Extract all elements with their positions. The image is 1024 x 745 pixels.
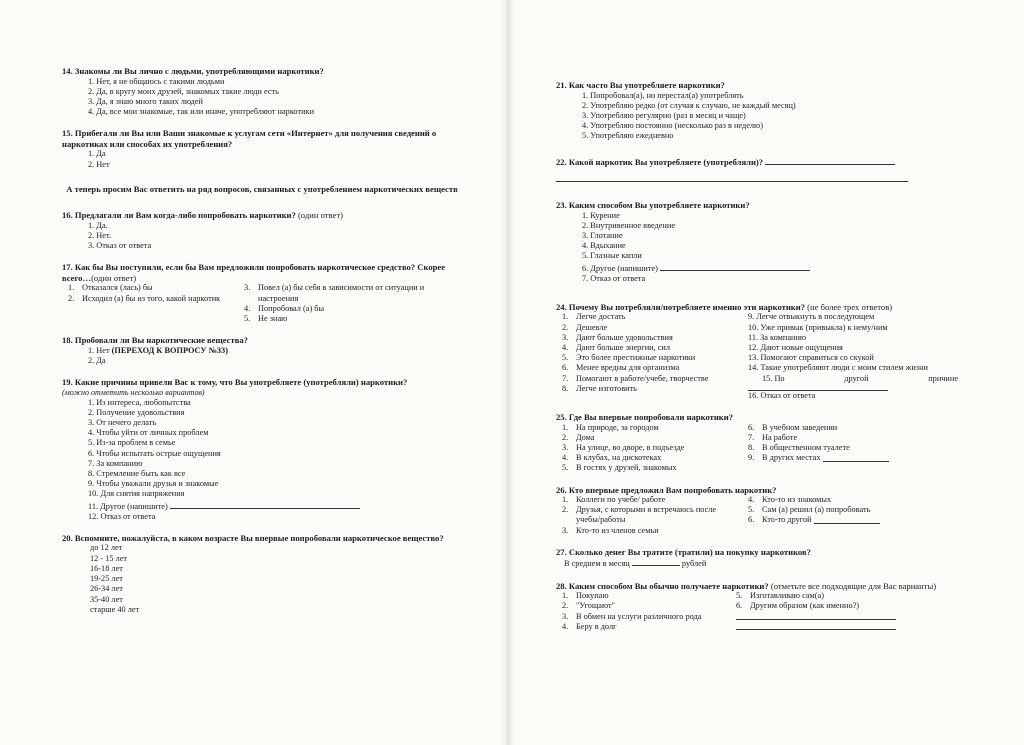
answer-line[interactable] <box>748 384 888 391</box>
answer-line[interactable] <box>736 612 896 620</box>
option[interactable]: 26-34 лет <box>90 584 123 594</box>
question-title: 25. Где Вы впервые попробовали наркотики? <box>556 412 734 423</box>
option[interactable]: 5. Глазные капли <box>582 251 642 261</box>
option[interactable]: 4. Чтобы уйти от личных проблем <box>88 428 209 438</box>
question-title: 19. Какие причины привели Вас к тому, что Вы употребляете (употребляли) наркотики? <box>62 377 408 388</box>
option[interactable]: 8. В общественном туалете <box>748 442 850 452</box>
option[interactable]: 5. Из-за проблем в семье <box>88 438 176 448</box>
option[interactable]: 5. Не знаю <box>244 313 288 323</box>
option[interactable]: 7. На работе <box>748 432 798 442</box>
question-24 <box>556 302 960 401</box>
option[interactable]: 1. Отказался (лась) бы <box>68 283 153 293</box>
option[interactable]: старше 40 лет <box>90 604 140 614</box>
option[interactable]: 14. Такие употребляют люди с моим стилем жизни <box>748 363 928 373</box>
option[interactable]: 8. Стремление быть как все <box>88 468 186 478</box>
question-title: 24. Почему Вы потребляли/потребляете именно эти наркотики? <box>556 301 805 312</box>
option[interactable]: 3. Дают больше удовольствия <box>562 332 673 342</box>
answer-line[interactable] <box>170 500 360 509</box>
option[interactable]: 2. "Угощают" <box>562 601 616 611</box>
option[interactable]: 4. Употребляю постоянно (несколько раз в неделю) <box>582 121 763 131</box>
option[interactable]: 2. Дешевле <box>562 322 608 332</box>
question-title: 17. Как бы Вы поступили, если бы Вам предложили попробовать наркотическое средство? Скорее всего… <box>62 262 446 283</box>
question-title: 22. Какой наркотик Вы употребляете (употребляли)? <box>556 156 764 167</box>
option[interactable]: 5. Употребляю ежедневно <box>582 131 674 141</box>
option[interactable]: 4. Дают больше энергии, сил <box>562 343 670 353</box>
answer-line[interactable] <box>765 156 895 165</box>
option[interactable]: 2. Друзья, с которыми я встречаюсь после учебы/работы <box>562 505 717 525</box>
answer-line[interactable] <box>814 515 880 524</box>
question-note: (можно отметить несколько вариантов) <box>62 387 205 397</box>
option[interactable]: 10. Для снятия напряжения <box>88 489 185 499</box>
option[interactable]: 6. В учебном заведении <box>748 422 838 432</box>
option[interactable]: 11. Другое (напишите) <box>88 500 462 512</box>
option[interactable]: 6. Кто-то другой <box>748 515 960 525</box>
option[interactable]: 11. За компанию <box>748 332 807 342</box>
question-20 <box>62 533 462 615</box>
option[interactable]: 8. Легче изготовить <box>562 383 637 393</box>
option[interactable]: 5. Это более престижные наркотики <box>562 353 696 363</box>
option[interactable]: 12. Дают новые ощущения <box>748 343 843 353</box>
answer-line[interactable] <box>632 557 680 566</box>
question-title: 18. Пробовали ли Вы наркотические вещества? <box>62 335 248 346</box>
option[interactable]: 5. В гостях у друзей, знакомых <box>562 463 677 473</box>
option[interactable]: 7. Отказ от ответа <box>582 273 646 283</box>
question-22 <box>556 156 960 183</box>
option[interactable]: 5. Сам (а) решил (а) попробовать <box>748 505 871 515</box>
question-title: 28. Каким способом Вы обычно получаете наркотики? <box>556 580 769 591</box>
section-title: А теперь просим Вас ответить на ряд вопросов, связанных с употреблением наркотических веществ <box>66 183 458 194</box>
question-21 <box>556 80 960 142</box>
option[interactable]: 6. Другим образом (как именно?) <box>736 601 860 611</box>
option[interactable]: 7. За компанию <box>88 458 143 468</box>
option[interactable]: 6. Менее вредны для организма <box>562 363 680 373</box>
question-15 <box>62 128 462 169</box>
answer-line[interactable] <box>736 620 896 630</box>
option[interactable]: до 12 лет <box>90 543 123 553</box>
option[interactable]: 9. Легче отвыкнуть в последующем <box>748 312 875 322</box>
option[interactable]: 35-40 лет <box>90 594 123 604</box>
option[interactable]: 2. Да, в кругу моих друзей, знакомых такие люди есть <box>88 86 279 96</box>
question-16 <box>62 210 462 251</box>
option[interactable]: 3. Глотание <box>582 230 623 240</box>
question-28 <box>556 581 960 632</box>
question-note: (отметьте все подходящие для Вас варианты) <box>770 580 937 591</box>
option[interactable]: 2. Употребляю редко (от случая к случаю, не каждый месяц) <box>582 100 796 110</box>
option[interactable]: 6. Другое (напишите) <box>582 262 960 274</box>
question-26 <box>556 485 960 536</box>
answer-line[interactable] <box>823 453 889 462</box>
question-title: 23. Каким способом Вы употребляете наркотики? <box>556 200 750 211</box>
question-note: (один ответ) <box>91 272 137 283</box>
option[interactable]: 1. Попробовал(а), но перестал(а) употреблять <box>582 90 744 100</box>
option[interactable]: 1. Да. <box>88 220 108 230</box>
option[interactable]: 2. Внутривенное введение <box>582 220 675 230</box>
option[interactable]: 4. Кто-то из знакомых <box>748 495 832 505</box>
left-page <box>62 66 462 626</box>
option[interactable]: 1. На природе, за городом <box>562 422 659 432</box>
option[interactable]: 12 - 15 лет <box>90 553 128 563</box>
option[interactable]: 1. Из интереса, любопытства <box>88 397 191 407</box>
option[interactable]: 1. Покупаю <box>562 591 609 601</box>
right-page <box>556 80 960 643</box>
question-note: (один ответ) <box>297 210 343 221</box>
option[interactable]: 2. Да <box>88 355 106 365</box>
option[interactable]: 3. Употребляю регулярно (раз в месяц и чаще) <box>582 110 746 120</box>
option[interactable]: 1. Да <box>88 149 106 159</box>
option[interactable]: 1. Курение <box>582 210 620 220</box>
option[interactable]: 13. Помогают справиться со скукой <box>748 353 874 363</box>
option[interactable]: 9. В других местах <box>748 453 960 463</box>
option[interactable]: 4. Попробовал (а) бы <box>244 303 325 313</box>
question-title: 21. Как часто Вы употребляете наркотики? <box>556 80 725 90</box>
question-14 <box>62 66 462 117</box>
question-17 <box>62 262 462 324</box>
option[interactable]: 4. Беру в долг <box>562 621 617 631</box>
question-title: 14. Знакомы ли Вы лично с людьми, употребляющими наркотики? <box>62 66 324 76</box>
option[interactable]: 19-25 лет <box>90 574 123 584</box>
option[interactable]: 2. Дома <box>562 432 595 442</box>
option[interactable]: 1. Коллеги по учебе/ работе <box>562 495 666 505</box>
option[interactable]: 2. Исходил (а) бы из того, какой наркотик <box>68 293 221 303</box>
answer-line[interactable] <box>660 262 810 271</box>
question-title: 16. Предлагали ли Вам когда-либо попробовать наркотики? <box>62 210 296 221</box>
question-23 <box>556 200 960 284</box>
question-27 <box>556 547 960 570</box>
option[interactable]: 4. Вдыхание <box>582 241 626 251</box>
option[interactable]: 3. В обмен на услуги различного рода <box>562 611 702 621</box>
option[interactable]: 3. Да, я знаю много таких людей <box>88 96 203 106</box>
option[interactable]: 12. Отказ от ответа <box>88 511 156 521</box>
question-note: (не более трех ответов) <box>807 301 893 312</box>
option[interactable]: 2. Нет <box>88 159 110 169</box>
option[interactable]: 6. Чтобы испытать острые ощущения <box>88 448 221 458</box>
option[interactable]: 4. Да, все мои знакомые, так или иначе, употребляют наркотики <box>88 107 315 117</box>
answer-line[interactable] <box>556 171 908 182</box>
option[interactable]: 15. По другой причине <box>762 373 958 383</box>
question-19 <box>62 377 462 522</box>
option[interactable]: 2. Нет. <box>88 230 112 240</box>
question-title: 15. Прибегали ли Вы или Ваши знакомые к услугам сети «Интернет» для получения сведений о наркотиках или способах их употребления? <box>62 128 437 149</box>
option[interactable]: 3. На улице, во дворе, в подъезде <box>562 442 685 452</box>
option[interactable]: 3. От нечего делать <box>88 417 157 427</box>
question-title: 20. Вспомните, пожалуйста, в каком возрасте Вы впервые попробовали наркотическое вещество? <box>62 532 444 543</box>
option[interactable]: 7. Помогают в работе/учебе, творчестве <box>562 373 709 383</box>
option[interactable]: 16-18 лет <box>90 563 123 573</box>
option[interactable]: 4. В клубах, на дискотеках <box>562 453 662 463</box>
question-18 <box>62 335 462 366</box>
option[interactable]: 5. Изготавливаю сам(а) <box>736 591 824 601</box>
option[interactable]: 16. Отказ от ответа <box>748 390 816 400</box>
option[interactable]: 1. Легче достать <box>562 312 626 322</box>
question-25 <box>556 412 960 474</box>
option[interactable]: 3. Кто-то из членов семьи <box>562 525 659 535</box>
question-title: 26. Кто впервые предложил Вам попробовать наркотик? <box>556 484 777 495</box>
option[interactable]: В среднем в месяц рублей <box>564 559 707 569</box>
option[interactable]: 10. Уже привык (привыкла) к нему/ним <box>748 322 888 332</box>
option[interactable]: 3. Повел (а) бы себя в зависимости от ситуации и настроения <box>244 283 425 303</box>
option[interactable]: 1. Нет (ПЕРЕХОД К ВОПРОСУ №33) <box>88 345 228 355</box>
page-fold <box>500 0 514 745</box>
option[interactable]: 2. Получение удовольствия <box>88 407 185 417</box>
option[interactable]: 1. Нет, я не общаюсь с такими людьми <box>88 76 225 86</box>
question-title: 27. Сколько денег Вы тратите (тратили) на покупку наркотиков? <box>556 546 811 557</box>
option[interactable]: 3. Отказ от ответа <box>88 241 152 251</box>
option[interactable]: 9. Чтобы уважали друзья и знакомые <box>88 479 219 489</box>
